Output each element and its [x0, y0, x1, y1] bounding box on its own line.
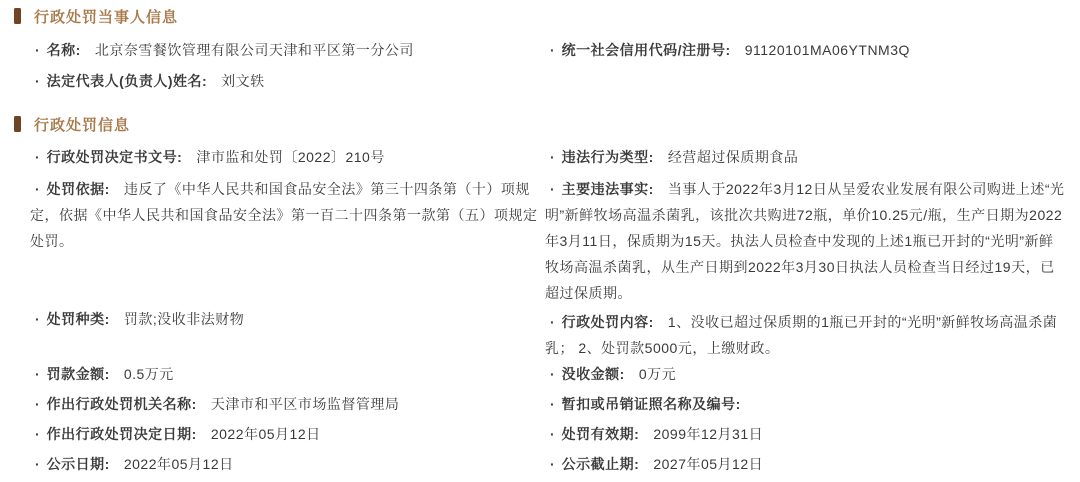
field-publicity-date — [30, 454, 234, 474]
field-penalty-content — [545, 309, 1067, 361]
bullet-dot: · — [35, 366, 40, 382]
field-decision-doc-no-value: 津市监和处罚〔2022〕210号 — [196, 149, 385, 165]
bullet-dot: · — [35, 311, 40, 327]
field-main-facts — [545, 176, 1067, 306]
field-authority-name-label: 作出行政处罚机关名称: — [46, 396, 197, 412]
bullet-dot: · — [35, 149, 40, 165]
field-legal-rep — [30, 71, 265, 91]
field-fine-amount — [30, 364, 174, 384]
section-marker-bar — [14, 116, 21, 132]
field-license-suspension — [545, 394, 755, 414]
field-penalty-basis-value: 违反了《中华人民共和国食品安全法》第三十四条第（十）项规定，依据《中华人民共和国食品安全法》第一百二十四条第一款第（五）项规定处罚。 — [30, 181, 538, 249]
field-confiscation-amount-label: 没收金额: — [561, 366, 625, 382]
field-penalty-valid-until-label: 处罚有效期: — [561, 426, 640, 442]
section-title: 行政处罚信息 — [34, 116, 131, 134]
bullet-dot: · — [35, 181, 40, 197]
field-decision-doc-no-label: 行政处罚决定书文号: — [46, 149, 183, 165]
field-decision-date-label: 作出行政处罚决定日期: — [46, 426, 197, 442]
field-legal-rep-label: 法定代表人(负责人)姓名: — [46, 73, 208, 89]
section-header-party — [14, 6, 178, 26]
field-penalty-valid-until — [545, 424, 763, 444]
field-publicity-date-value: 2022年05月12日 — [123, 456, 234, 472]
field-fine-amount-label: 罚款金额: — [46, 366, 110, 382]
section-marker-bar — [14, 8, 21, 24]
bullet-dot: · — [550, 366, 555, 382]
section-header-penalty — [14, 114, 130, 134]
field-main-facts-label: 主要违法事实: — [561, 181, 654, 197]
field-penalty-category-label: 处罚种类: — [46, 311, 110, 327]
field-decision-date — [30, 424, 321, 444]
bullet-dot: · — [35, 73, 40, 89]
field-legal-rep-value: 刘文轶 — [221, 73, 265, 89]
field-decision-date-value: 2022年05月12日 — [210, 426, 321, 442]
field-fine-amount-value: 0.5万元 — [123, 366, 174, 382]
bullet-dot: · — [550, 149, 555, 165]
field-penalty-basis-label: 处罚依据: — [46, 181, 110, 197]
field-authority-name-value: 天津市和平区市场监督管理局 — [210, 396, 400, 412]
field-decision-doc-no — [30, 147, 385, 167]
field-violation-type-value: 经营超过保质期食品 — [667, 149, 799, 165]
section-title: 行政处罚当事人信息 — [34, 8, 179, 26]
field-publicity-end-date-value: 2027年05月12日 — [653, 456, 764, 472]
field-penalty-basis — [30, 176, 538, 254]
field-main-facts-value: 当事人于2022年3月12日从呈爱农业发展有限公司购进上述“光明”新鲜牧场高温杀菌乳，该批次共购进72瓶，单价10.25元/瓶，生产日期为2022年3月11日，保质期为15天。执法人员检查中发现的上述1瓶已开封的“光明”新鲜牧场高温杀菌乳，从生产日期到2022年3月30日执法人员检查当日经过19天，已超过保质期。 — [545, 181, 1065, 301]
bullet-dot: · — [550, 426, 555, 442]
bullet-dot: · — [35, 42, 40, 58]
bullet-dot: · — [35, 426, 40, 442]
field-credit-code-value: 91120101MA06YTNM3Q — [744, 42, 910, 58]
field-penalty-valid-until-value: 2099年12月31日 — [653, 426, 764, 442]
bullet-dot: · — [35, 396, 40, 412]
bullet-dot: · — [35, 456, 40, 472]
field-confiscation-amount — [545, 364, 676, 384]
field-violation-type — [545, 147, 798, 167]
bullet-dot: · — [550, 396, 555, 412]
field-penalty-category-value: 罚款;没收非法财物 — [123, 311, 245, 327]
field-license-suspension-label: 暂扣或吊销证照名称及编号: — [561, 396, 741, 412]
field-penalty-content-value: 1、没收已超过保质期的1瓶已开封的“光明”新鲜牧场高温杀菌乳； 2、处罚款5000元，上缴财政。 — [545, 314, 1058, 356]
field-publicity-date-label: 公示日期: — [46, 456, 110, 472]
bullet-dot: · — [550, 181, 555, 197]
field-credit-code-label: 统一社会信用代码/注册号: — [561, 42, 731, 58]
bullet-dot: · — [550, 42, 555, 58]
field-credit-code — [545, 40, 910, 60]
field-penalty-content-label: 行政处罚内容: — [561, 314, 654, 330]
bullet-dot: · — [550, 456, 555, 472]
bullet-dot: · — [550, 314, 555, 330]
field-violation-type-label: 违法行为类型: — [561, 149, 654, 165]
field-publicity-end-date-label: 公示截止期: — [561, 456, 640, 472]
field-party-name-label: 名称: — [46, 42, 81, 58]
field-party-name-value: 北京奈雪餐饮管理有限公司天津和平区第一分公司 — [94, 42, 414, 58]
field-authority-name — [30, 394, 399, 414]
field-publicity-end-date — [545, 454, 763, 474]
field-confiscation-amount-value: 0万元 — [638, 366, 677, 382]
field-penalty-category — [30, 309, 244, 329]
field-party-name — [30, 40, 414, 60]
